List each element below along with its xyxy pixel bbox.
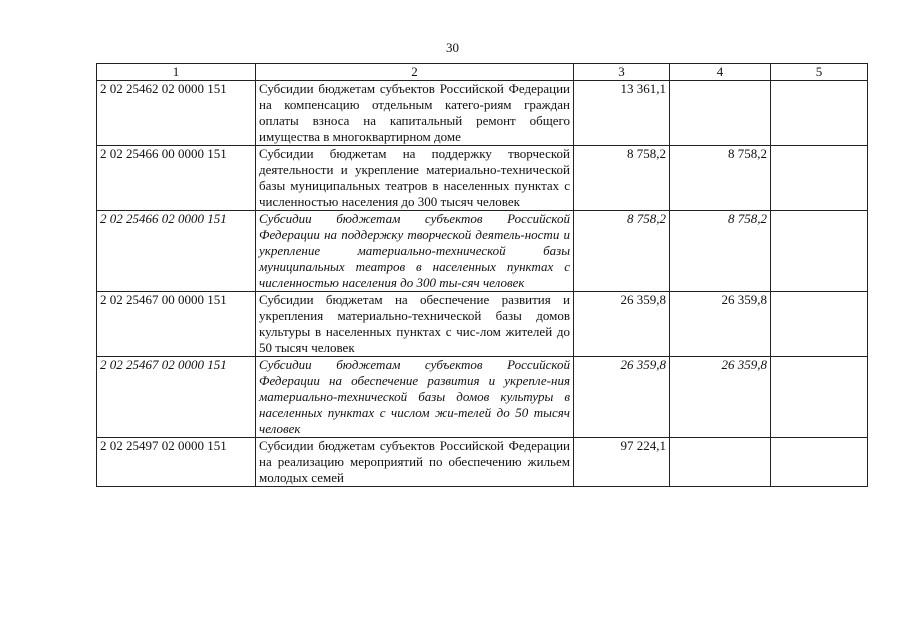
description-cell: Субсидии бюджетам субъектов Российской Федерации на реализацию мероприятий по обеспечению жильем молодых семей	[256, 438, 574, 487]
amount-col4-cell: 8 758,2	[670, 146, 771, 211]
budget-code-cell: 2 02 25466 00 0000 151	[97, 146, 256, 211]
budget-code-cell: 2 02 25466 02 0000 151	[97, 211, 256, 292]
table-row	[97, 81, 868, 146]
amount-col3-cell: 97 224,1	[574, 438, 670, 487]
page-number: 30	[446, 40, 459, 55]
amount-col5-cell	[771, 211, 868, 292]
amount-col5-cell	[771, 146, 868, 211]
amount-col3-cell: 26 359,8	[574, 357, 670, 438]
column-header-4: 4	[670, 64, 771, 81]
table-row	[97, 146, 868, 211]
budget-code-cell: 2 02 25467 00 0000 151	[97, 292, 256, 357]
amount-col3-cell: 8 758,2	[574, 146, 670, 211]
amount-col3-cell: 8 758,2	[574, 211, 670, 292]
budget-code-cell: 2 02 25467 02 0000 151	[97, 357, 256, 438]
amount-col4-cell: 26 359,8	[670, 357, 771, 438]
amount-col5-cell	[771, 357, 868, 438]
budget-table	[96, 63, 868, 487]
amount-col4-cell	[670, 438, 771, 487]
column-header-3: 3	[574, 64, 670, 81]
table-row	[97, 438, 868, 487]
column-header-2: 2	[256, 64, 574, 81]
description-cell: Субсидии бюджетам субъектов Российской Федерации на компенсацию отдельным катего-риям граждан оплаты взноса на капитальный ремонт общего имущества в многоквартирном доме	[256, 81, 574, 146]
description-cell: Субсидии бюджетам на поддержку творческой деятельности и укрепление материально-технической базы муниципальных театров в населенных пунктах с численностью населения до 300 тысяч человек	[256, 146, 574, 211]
table-row	[97, 292, 868, 357]
amount-col5-cell	[771, 438, 868, 487]
amount-col3-cell: 26 359,8	[574, 292, 670, 357]
description-cell: Субсидии бюджетам субъектов Российской Федерации на поддержку творческой деятель-ности и укрепление материально-технической базы муниципальных театров в населенных пунктах с численностью населения до 300 ты-сяч человек	[256, 211, 574, 292]
amount-col4-cell	[670, 81, 771, 146]
column-header-1: 1	[97, 64, 256, 81]
table-header-row	[97, 64, 868, 81]
table-row	[97, 357, 868, 438]
amount-col3-cell: 13 361,1	[574, 81, 670, 146]
column-header-5: 5	[771, 64, 868, 81]
budget-code-cell: 2 02 25462 02 0000 151	[97, 81, 256, 146]
amount-col4-cell: 26 359,8	[670, 292, 771, 357]
amount-col5-cell	[771, 292, 868, 357]
budget-code-cell: 2 02 25497 02 0000 151	[97, 438, 256, 487]
table-row	[97, 211, 868, 292]
description-cell: Субсидии бюджетам на обеспечение развития и укрепления материально-технической базы домов культуры в населенных пунктах с чис-лом жителей до 50 тысяч человек	[256, 292, 574, 357]
amount-col4-cell: 8 758,2	[670, 211, 771, 292]
description-cell: Субсидии бюджетам субъектов Российской Федерации на обеспечение развития и укрепле-ния материально-технической базы домов культуры в населенных пунктах с числом жи-телей до 50 тысяч человек	[256, 357, 574, 438]
amount-col5-cell	[771, 81, 868, 146]
